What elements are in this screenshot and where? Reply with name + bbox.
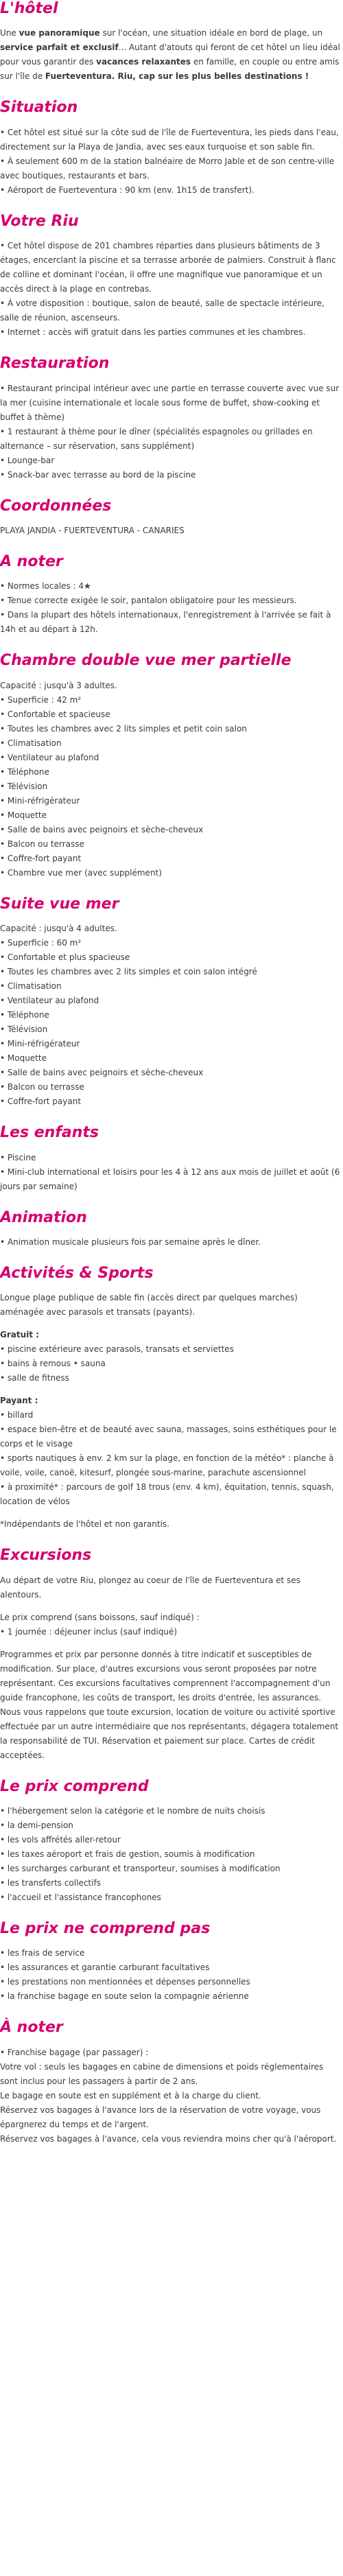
- intro-bold: vue panoramique: [19, 28, 100, 38]
- section-a-noter-2: [0, 2019, 343, 2146]
- section-a-noter: [0, 553, 343, 637]
- room-capacity: Capacité : jusqu'à 4 adultes.: [0, 924, 117, 934]
- list-item: • bains à remous • sauna: [0, 1359, 106, 1369]
- list-item: • l'hébergement selon la catégorie et le nombre de nuits choisis: [0, 1806, 265, 1816]
- list-item: Votre vol : seuls les bagages en cabine de dimensions et poids réglementaires sont inclus pour les passagers à partir de 2 ans.: [0, 2061, 324, 2086]
- section-title-excursions: Excursions: [0, 1547, 92, 1565]
- payant-label: Payant :: [0, 1396, 38, 1406]
- intro-text: sur l'océan, une situation idéale en bord de plage, un: [99, 28, 323, 38]
- section-votre-riu: [0, 213, 343, 340]
- a-noter-2-list: [0, 2046, 343, 2146]
- payant-list: [0, 1394, 343, 1509]
- list-item: Réservez vos bagages à l'avance lors de la réservation de votre voyage, vous épargnerez du temps et de l'argent.: [0, 2105, 321, 2129]
- section-title-prix-comprend: Le prix comprend: [0, 1777, 149, 1795]
- section-title-activites: Activités & Sports: [0, 1264, 154, 1282]
- gratuit-list: [0, 1328, 343, 1385]
- intro-text: ... Autant d'atouts qui feront de cet hôtel un lieu idéal pour vous garantir des: [0, 43, 340, 67]
- list-item: • À seulement 600 m de la station balnéaire de Morro Jable et de son centre-ville avec boutiques, restaurants et bars.: [0, 156, 335, 180]
- section-suite: [0, 895, 343, 1109]
- list-item: • Cet hôtel est situé sur la côte sud de l'île de Fuerteventura, les pieds dans l'eau, directement sur la Playa de Jandia, avec ses eaux turquoise et son sable fin.: [0, 127, 339, 152]
- intro-bold: vacances relaxantes: [96, 57, 191, 67]
- chambre-double-list: [0, 679, 343, 880]
- list-item: Le bagage en soute est en supplément et à la charge du client.: [0, 2090, 261, 2100]
- list-item: • Ventilateur au plafond: [0, 752, 99, 762]
- excursions-details: Programmes et prix par personne donnés à titre indicatif et susceptibles de modification. Sur place, d'autres excursions vous seront proposées par notre représentant. Ces excursions facultatives comprennent l'accompagnement d'un guide francophone, les coûts de transport, les droits d'entrée, les assurances. Nous vous rappelons que toute excursion, location de voiture ou activité sportive effectuée par un autre intermédiaire que nos représentants, dégagera totalement la responsabilité de TUI. Réservation et paiement sur place. Cartes de crédit acceptées.: [0, 1649, 339, 1760]
- list-item: • Balcon ou terrasse: [0, 1082, 84, 1092]
- enfants-list: [0, 1151, 343, 1194]
- section-title-enfants: Les enfants: [0, 1124, 99, 1142]
- section-situation: [0, 99, 343, 197]
- prix-ne-comprend-pas-list: [0, 1946, 343, 2004]
- list-item: • Lounge-bar: [0, 455, 55, 465]
- list-item: • Internet : accès wifi gratuit dans les parties communes et les chambres.: [0, 327, 306, 338]
- list-item: • les vols affrétés aller-retour: [0, 1835, 121, 1845]
- list-item: • Piscine: [0, 1152, 36, 1162]
- list-item: • l'accueil et l'assistance francophones: [0, 1893, 161, 1903]
- gratuit-label: Gratuit :: [0, 1330, 39, 1340]
- list-item: • 1 restaurant à thème pour le dîner (spécialités espagnoles ou grillades en alternance – sur réservation, sans supplément): [0, 426, 313, 451]
- section-restauration: [0, 355, 343, 482]
- section-title-chambre-double: Chambre double vue mer partielle: [0, 652, 292, 670]
- list-item: • Climatisation: [0, 981, 62, 992]
- list-item: • Balcon ou terrasse: [0, 839, 84, 849]
- intro-text: Une: [0, 28, 19, 38]
- excursions-list: [0, 1611, 343, 1639]
- section-title-hotel: L'hôtel: [0, 0, 58, 17]
- list-item: • Normes locales : 4★: [0, 581, 91, 592]
- list-item: • à proximité* : parcours de golf 18 trous (env. 4 km), équitation, tennis, squash, location de vélos: [0, 1482, 334, 1507]
- address: PLAYA JANDIA - FUERTEVENTURA - CANARIES: [0, 525, 185, 535]
- suite-list: [0, 922, 343, 1109]
- list-item: • Toutes les chambres avec 2 lits simples et petit coin salon: [0, 723, 247, 734]
- list-item: • Téléphone: [0, 1010, 49, 1020]
- section-chambre-double: [0, 652, 343, 880]
- section-excursions: [0, 1547, 343, 1762]
- hotel-intro: [0, 26, 343, 84]
- list-item: • Superficie : 42 m²: [0, 694, 82, 705]
- list-item: • Confortable et plus spacieuse: [0, 952, 130, 963]
- room-capacity: Capacité : jusqu'à 3 adultes.: [0, 680, 117, 690]
- intro-bold: service parfait et exclusif: [0, 43, 119, 53]
- list-item: • Snack-bar avec terrasse au bord de la piscine: [0, 469, 196, 480]
- list-item: • les assurances et garantie carburant facultatives: [0, 1963, 210, 1973]
- list-item: • Mini-réfrigérateur: [0, 1039, 80, 1049]
- list-item: • Coffre-fort payant: [0, 853, 82, 863]
- list-item: • Ventilateur au plafond: [0, 996, 99, 1006]
- prix-comprend-list: [0, 1804, 343, 1905]
- section-title-coordonnees: Coordonnées: [0, 497, 112, 515]
- list-item: • Télévision: [0, 1024, 48, 1035]
- list-item: • Salle de bains avec peignoirs et sèche-cheveux: [0, 824, 204, 834]
- list-item: Réservez vos bagages à l'avance, cela vous reviendra moins cher qu'à l'aéroport.: [0, 2133, 337, 2144]
- list-item: • Coffre-fort payant: [0, 1097, 82, 1107]
- list-item: • les frais de service: [0, 1948, 85, 1958]
- list-item: • billard: [0, 1410, 34, 1420]
- section-animation: [0, 1209, 343, 1250]
- list-item: • Chambre vue mer (avec supplément): [0, 867, 162, 878]
- intro-bold: Fuerteventura. Riu, cap sur les plus belles destinations !: [45, 71, 309, 82]
- list-item: • À votre disposition : boutique, salon de beauté, salle de spectacle intérieure, salle de réunion, ascenseurs.: [0, 298, 324, 323]
- votre-riu-list: [0, 239, 343, 340]
- list-item: • les taxes aéroport et frais de gestion, soumis à modification: [0, 1849, 255, 1860]
- section-title-prix-ne-comprend-pas: Le prix ne comprend pas: [0, 1920, 211, 1938]
- section-hotel: [0, 0, 343, 84]
- list-item: • Moquette: [0, 810, 47, 820]
- list-item: • Moquette: [0, 1053, 47, 1064]
- section-title-suite: Suite vue mer: [0, 895, 119, 913]
- section-title-restauration: Restauration: [0, 355, 110, 373]
- animation-list: [0, 1235, 343, 1250]
- activites-footnote: *Indépendants de l'hôtel et non garantis.: [0, 1519, 169, 1530]
- list-item: • Mini-club international et loisirs pour les 4 à 12 ans aux mois de juillet et août (6 jours par semaine): [0, 1167, 340, 1191]
- section-title-situation: Situation: [0, 99, 78, 117]
- list-item: • Confortable et spacieuse: [0, 709, 110, 719]
- restauration-list: [0, 382, 343, 482]
- section-prix-ne-comprend-pas: [0, 1920, 343, 2004]
- section-prix-comprend: [0, 1778, 343, 1905]
- list-item: • Toutes les chambres avec 2 lits simples et coin salon intégré: [0, 967, 257, 977]
- list-item: • Restaurant principal intérieur avec une partie en terrasse couverte avec vue sur la mer (cuisine internationale et locale sous forme de buffet, show-cooking et buffet à thème): [0, 383, 340, 422]
- list-item: • la demi-pension: [0, 1820, 73, 1831]
- section-enfants: [0, 1124, 343, 1193]
- section-title-animation: Animation: [0, 1208, 87, 1226]
- section-activites: [0, 1265, 343, 1532]
- list-item: • Télévision: [0, 781, 48, 791]
- situation-list: [0, 126, 343, 198]
- list-item: • espace bien-être et de beauté avec sauna, massages, soins esthétiques pour le corps et le visage: [0, 1425, 337, 1449]
- section-title-votre-riu: Votre Riu: [0, 212, 79, 230]
- list-item: • Téléphone: [0, 766, 49, 777]
- intro-text: en famille, en couple ou entre amis sur l'île de: [0, 57, 340, 82]
- list-item: • sports nautiques à env. 2 km sur la plage, en fonction de la météo* : planche à voile, voile, canoë, kitesurf, plongée sous-marine, parachute ascensionnel: [0, 1453, 334, 1478]
- list-item: • Salle de bains avec peignoirs et sèche-cheveux: [0, 1068, 204, 1078]
- list-item: • Franchise bagage (par passager) :: [0, 2047, 149, 2057]
- excursions-programme-label: Le prix comprend (sans boissons, sauf indiqué) :: [0, 1612, 200, 1622]
- list-item: • Animation musicale plusieurs fois par semaine après le dîner.: [0, 1237, 261, 1247]
- excursions-intro: Au départ de votre Riu, plongez au coeur de l'île de Fuerteventura et ses alentours.: [0, 1575, 300, 1600]
- list-item: • 1 journée : déjeuner inclus (sauf indiqué): [0, 1626, 178, 1637]
- list-item: • Climatisation: [0, 738, 62, 748]
- section-coordonnees: [0, 497, 343, 538]
- activites-intro: Longue plage publique de sable fin (accès direct par quelques marches) aménagée avec parasols et transats (payants).: [0, 1293, 298, 1318]
- section-title-a-noter-2: À noter: [0, 2019, 63, 2037]
- list-item: • Dans la plupart des hôtels internationaux, l'enregistrement à l'arrivée se fait à 14h et au départ à 12h.: [0, 610, 331, 635]
- list-item: • Aéroport de Fuerteventura : 90 km (env. 1h15 de transfert).: [0, 185, 255, 195]
- list-item: • les prestations non mentionnées et dépenses personnelles: [0, 1977, 250, 1987]
- section-title-a-noter: A noter: [0, 552, 63, 570]
- list-item: • Mini-réfrigérateur: [0, 795, 80, 806]
- list-item: • les surcharges carburant et transporteur, soumises à modification: [0, 1864, 281, 1874]
- list-item: • piscine extérieure avec parasols, transats et serviettes: [0, 1344, 234, 1355]
- list-item: • salle de fitness: [0, 1373, 69, 1383]
- list-item: • les transferts collectifs: [0, 1878, 101, 1888]
- list-item: • la franchise bagage en soute selon la compagnie aérienne: [0, 1991, 249, 2002]
- a-noter-list: [0, 579, 343, 637]
- list-item: • Cet hôtel dispose de 201 chambres réparties dans plusieurs bâtiments de 3 étages, encerclant la piscine et sa terrasse arborée de palmiers. Construit à flanc de colline et dominant l'océan, il offre une magnifique vue panoramique et un accès direct à la plage en contrebas.: [0, 241, 336, 294]
- list-item: • Tenue correcte exigée le soir, pantalon obligatoire pour les messieurs.: [0, 596, 297, 606]
- list-item: • Superficie : 60 m²: [0, 938, 82, 948]
